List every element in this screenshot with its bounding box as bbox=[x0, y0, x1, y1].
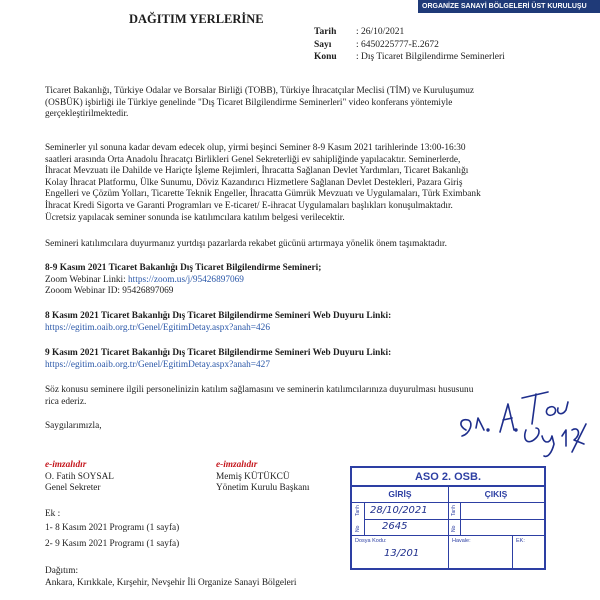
meta-date-row bbox=[314, 26, 505, 39]
zoom-section bbox=[45, 263, 560, 298]
signature-president bbox=[216, 460, 309, 495]
stamp-date-label: Tarih bbox=[355, 505, 361, 516]
zoom-link[interactable]: https://zoom.us/j/95426897069 bbox=[128, 274, 244, 285]
stamp-title: ASO 2. OSB. bbox=[352, 468, 544, 487]
stamp-giris: GİRİŞ bbox=[388, 489, 412, 499]
meta-subject-value: : Dış Ticaret Bilgilendirme Seminerleri bbox=[356, 52, 505, 62]
stamp-out-no-label: No bbox=[451, 525, 457, 532]
stamp-out-date-label: Tarih bbox=[451, 505, 457, 516]
meta-subject-label: Konu bbox=[314, 52, 337, 62]
document-meta bbox=[314, 26, 505, 64]
zoom-link-line bbox=[45, 275, 560, 287]
signer-role: Yönetim Kurulu Başkanı bbox=[216, 483, 310, 494]
stamp-divider bbox=[364, 502, 365, 535]
signer-name: O. Fatih SOYSAL bbox=[45, 471, 114, 482]
handwritten-note bbox=[452, 378, 592, 468]
distribution-title: DAĞITIM YERLERİNE bbox=[129, 12, 264, 26]
importance-line: Semineri katılımcılara duyurmanız yurtdışı pazarlarda rekabet gücünü artırmaya yönelik önem taşımaktadır. bbox=[45, 239, 447, 249]
stamp-in-date: 28/10/2021 bbox=[370, 505, 428, 516]
zoom-title: 8-9 Kasım 2021 Ticaret Bakanlığı Dış Ticaret Bilgilendirme Semineri; bbox=[45, 263, 322, 273]
org-banner: ORGANİZE SANAYİ BÖLGELERİ ÜST KURULUŞU bbox=[418, 0, 600, 13]
stamp-divider bbox=[448, 535, 449, 568]
details-line: Kolay İhracat Platformu, Ülke Sunumu, Döviz Kazandırıcı Hizmetlere Sağlanan Devlet Destekleri, Pazara Giriş bbox=[45, 177, 463, 188]
meta-number-row bbox=[314, 39, 505, 52]
stamp-attachment-label: EK: bbox=[516, 538, 525, 544]
reception-stamp bbox=[350, 466, 546, 570]
stamp-divider bbox=[364, 519, 544, 520]
signature-secretary bbox=[45, 460, 114, 495]
stamp-file-code-label: Dosya Kodu: bbox=[355, 538, 387, 544]
intro-line: (OSBÜK) işbirliği ile Türkiye genelinde "Dış Ticaret Bilgilendirme Seminerleri" video konferans yöntemiyle bbox=[45, 97, 453, 108]
closing-text: Saygılarımızla, bbox=[45, 421, 102, 431]
esign-tag: e-imzalıdır bbox=[45, 460, 87, 470]
seminar-details-paragraph bbox=[45, 143, 560, 224]
stamp-file-code: 13/201 bbox=[384, 548, 420, 559]
announcement-2-title: 9 Kasım 2021 Ticaret Bakanlığı Dış Ticaret Bilgilendirme Semineri Web Duyuru Linki: bbox=[45, 348, 392, 358]
meta-date-label: Tarih bbox=[314, 27, 337, 37]
request-line: rica ederiz. bbox=[45, 396, 87, 407]
details-line: Seminerler yıl sonuna kadar devam edecek olup, yirmi beşinci Seminer 8-9 Kasım 2021 tarihlerinde 13:00-16:30 bbox=[45, 143, 466, 153]
details-line: saatleri arasında Orta Anadolu İhracatçı Birlikleri Genel Sekreterliği ev sahipliğinde yapılacaktır. Seminerlerde, bbox=[45, 154, 461, 165]
intro-line: gerçekleştirilmektedir. bbox=[45, 109, 129, 120]
stamp-divider bbox=[448, 487, 449, 535]
distribution-list bbox=[45, 566, 345, 589]
stamp-divider bbox=[512, 535, 513, 568]
stamp-assignment-label: Havale: bbox=[452, 538, 471, 544]
attachment-item: 1- 8 Kasım 2021 Programı (1 sayfa) bbox=[45, 522, 180, 533]
meta-number-value: : 6450225777-E.2672 bbox=[356, 39, 439, 50]
zoom-link-label: Zoom Webinar Linki: bbox=[45, 274, 128, 285]
distribution-text: Ankara, Kırıkkale, Kırşehir, Nevşehir İli Organize Sanayi Bölgeleri bbox=[45, 577, 297, 588]
request-line: Söz konusu seminere ilgili personelinizin katılım sağlamasını ve seminerin katılımcılarınıza duyurulması hususunu bbox=[45, 385, 474, 395]
details-line: Ücretsiz yapılacak seminer sonunda ise katılımcılara katılım belgesi verilecektir. bbox=[45, 212, 345, 223]
announcement-1-link[interactable]: https://egitim.oaib.org.tr/Genel/EgitimDetay.aspx?anah=426 bbox=[45, 322, 270, 333]
stamp-no-label: No bbox=[355, 525, 361, 532]
signer-role: Genel Sekreter bbox=[45, 483, 101, 494]
intro-line: Ticaret Bakanlığı, Türkiye Odalar ve Borsalar Birliği (TOBB), Türkiye İhracatçılar Meclisi (TİM) ve Kuruluşumuz bbox=[45, 86, 475, 96]
signer-name: Memiş KÜTÜKCÜ bbox=[216, 471, 290, 482]
details-line: İhracat Mevzuatı ile Dahilde ve Hariçte İşleme Rejimleri, İhracatta Sağlanan Devlet Yardımları, Ticaret Bakanlığı bbox=[45, 166, 469, 177]
meta-number-label: Sayı bbox=[314, 39, 332, 50]
announcement-2-link[interactable]: https://egitim.oaib.org.tr/Genel/EgitimDetay.aspx?anah=427 bbox=[45, 359, 270, 370]
intro-paragraph bbox=[45, 86, 560, 121]
stamp-cikis: ÇIKIŞ bbox=[484, 489, 508, 499]
zoom-id: Zooom Webinar ID: 95426897069 bbox=[45, 286, 174, 297]
meta-date-value: : 26/10/2021 bbox=[356, 27, 405, 37]
details-line: İhracat Kredi Sigorta ve Garanti Programları ve E-ticaret/ E-ihracat Uygulamaları başlıkları konuşulmaktadır. bbox=[45, 200, 453, 211]
announcement-2 bbox=[45, 348, 560, 371]
attachments-label: Ek : bbox=[45, 509, 61, 519]
attachment-item: 2- 9 Kasım 2021 Programı (1 sayfa) bbox=[45, 539, 180, 550]
stamp-divider bbox=[460, 502, 461, 535]
meta-subject-row bbox=[314, 51, 505, 64]
details-line: Engelleri ve Çözüm Yolları, Ticarette Teknik Engeller, İhracatta Gümrük Mevzuatı ve Uygulamaları, Türk Eximbank bbox=[45, 189, 481, 200]
stamp-in-number: 2645 bbox=[382, 521, 408, 532]
announcement-1 bbox=[45, 311, 560, 334]
announcement-1-title: 8 Kasım 2021 Ticaret Bakanlığı Dış Ticaret Bilgilendirme Semineri Web Duyuru Linki: bbox=[45, 311, 392, 321]
esign-tag: e-imzalıdır bbox=[216, 460, 258, 470]
distribution-label: Dağıtım: bbox=[45, 566, 79, 576]
attachments bbox=[45, 509, 325, 551]
importance-paragraph bbox=[45, 239, 560, 251]
